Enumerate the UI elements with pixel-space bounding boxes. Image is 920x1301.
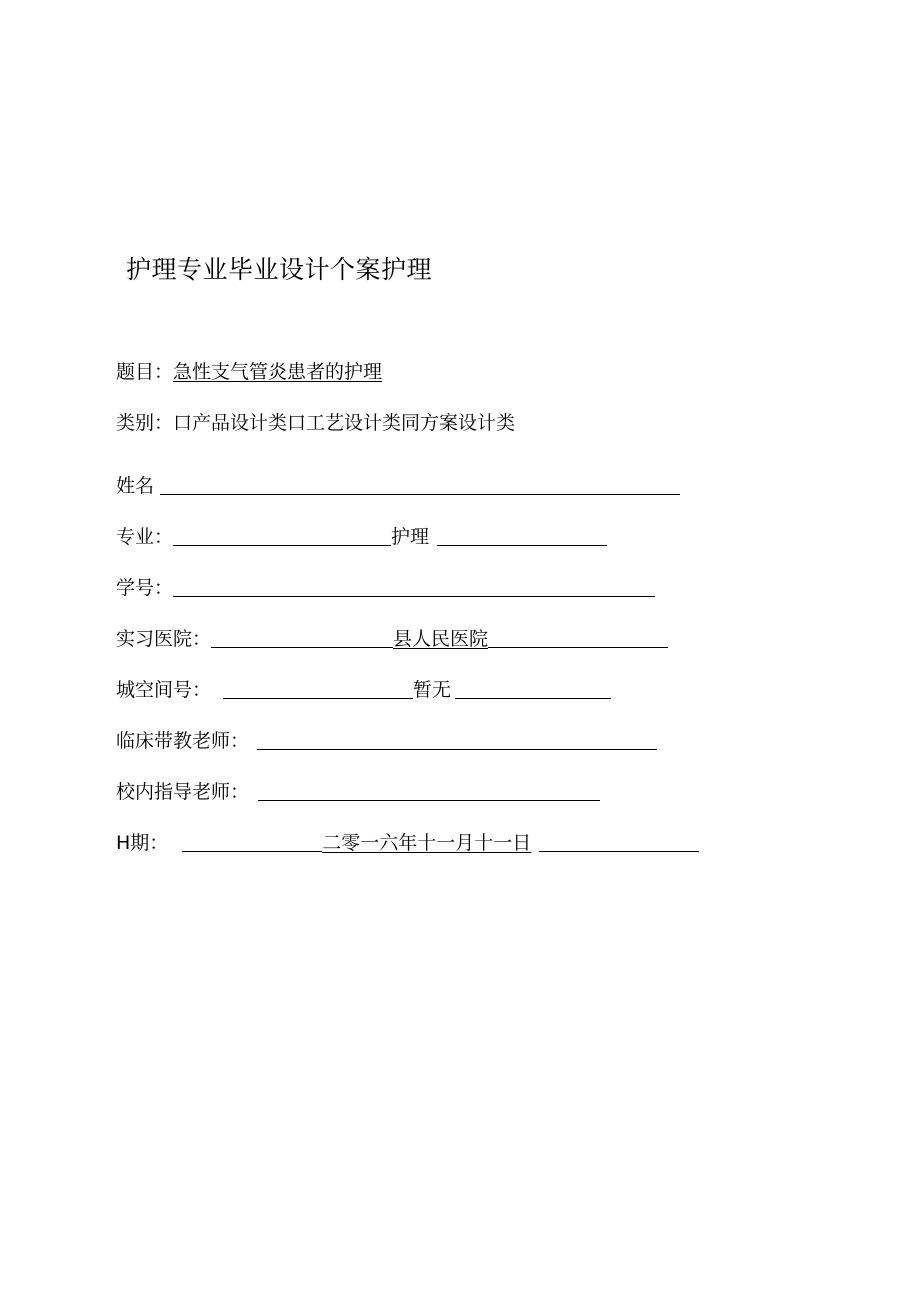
major-row [116, 522, 607, 548]
document-title: 护理专业毕业设计个案护理 [126, 255, 433, 284]
hospital-value: 县人民医院 [393, 628, 489, 650]
topic-value: 急性支气管炎患者的护理 [173, 361, 383, 383]
room-number-row [116, 675, 611, 701]
room-number-label: 城空间号： [116, 679, 212, 701]
name-blank-line [160, 474, 680, 495]
date-value: 二零一六年十一月十一日 [322, 832, 532, 854]
major-label: 专业： [116, 526, 174, 548]
school-advisor-blank-line [258, 780, 600, 801]
date-row [116, 828, 699, 854]
school-advisor-row [116, 777, 600, 803]
category-label: 类别： [116, 412, 174, 434]
topic-row [116, 359, 382, 385]
clinical-teacher-label: 临床带教老师： [116, 730, 250, 752]
hospital-blank-line-right [488, 627, 668, 648]
clinical-teacher-blank-line [257, 729, 657, 750]
date-label: H期： [116, 832, 169, 854]
school-advisor-label: 校内指导老师： [116, 781, 250, 803]
category-row [116, 410, 515, 436]
topic-label: 题目： [116, 361, 174, 383]
hospital-blank-line-left [211, 627, 393, 648]
student-id-row [116, 573, 655, 599]
category-options: 口产品设计类口工艺设计类同方案设计类 [173, 412, 516, 434]
date-blank-line-right [539, 831, 699, 852]
student-id-blank-line [173, 576, 655, 597]
student-id-label: 学号： [116, 577, 174, 599]
major-blank-line-right [437, 525, 607, 546]
hospital-row [116, 624, 668, 650]
date-blank-line-left [182, 831, 322, 852]
clinical-teacher-row [116, 726, 657, 752]
room-number-value: 暂无 [413, 679, 452, 701]
name-label: 姓名 [116, 475, 155, 497]
hospital-label: 实习医院： [116, 628, 212, 650]
name-row [116, 471, 680, 497]
major-value: 护理 [391, 526, 430, 548]
major-blank-line-left [173, 525, 391, 546]
room-number-blank-line-right [455, 678, 611, 699]
room-number-blank-line-left [223, 678, 413, 699]
